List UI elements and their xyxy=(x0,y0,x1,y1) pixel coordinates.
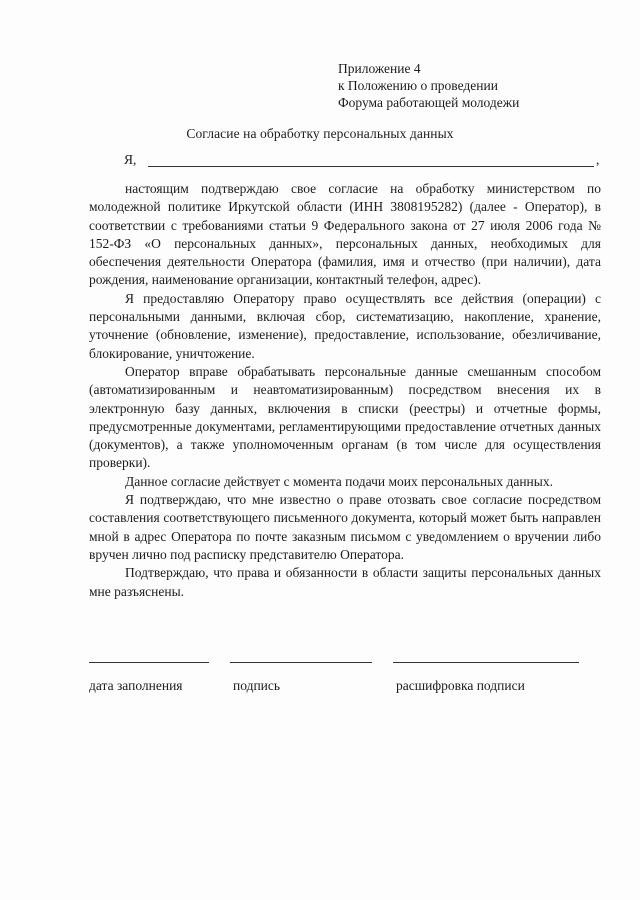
paragraph-revocation: Я подтверждаю, что мне известно о праве отозвать свое согласие посредством составления соответствующего письменного документа, который может быть направлен мной в адрес Оператора по почте заказным письмом с уведомлением о вручении либо вручен лично под расписку представителю Оператора. xyxy=(89,492,601,562)
date-caption: дата заполнения xyxy=(89,678,183,693)
appendix-number: Приложение 4 xyxy=(338,61,421,76)
name-entry-prefix: Я, xyxy=(124,152,137,167)
signature-field xyxy=(230,650,372,693)
name-entry-line xyxy=(124,152,600,172)
paragraph-confirmation: Подтверждаю, что права и обязанности в области защиты персональных данных мне разъяснены. xyxy=(89,565,601,599)
date-blank-line xyxy=(89,650,209,663)
name-blank-field xyxy=(148,166,594,167)
appendix-forum: Форума работающей молодежи xyxy=(338,95,520,110)
name-entry-suffix: , xyxy=(596,152,600,167)
name-decoding-caption: расшифровка подписи xyxy=(396,678,525,693)
signature-caption: подпись xyxy=(233,678,281,693)
date-field xyxy=(89,650,209,693)
signature-row xyxy=(0,650,640,710)
paragraph-operator-rights: Я предоставляю Оператору право осуществлять все действия (операции) с персональными данными, включая сбор, систематизацию, накопление, хранение, уточнение (обновление, изменение), предоставление, использование, обезличивание, блокирование, уничтожение. xyxy=(89,290,601,361)
paragraph-validity: Данное согласие действует с момента подачи моих персональных данных. xyxy=(125,473,553,489)
consent-body xyxy=(89,180,601,601)
appendix-header xyxy=(338,60,519,111)
name-decoding-field xyxy=(393,650,579,693)
paragraph-consent: настоящим подтверждаю свое согласие на обработку министерством по молодежной политике Иркутской области (ИНН 3808195282) (далее - Оператор), в соответствии с требованиями статьи 9 Федерального закона от 27 июля 2006 года № 152-ФЗ «О персональных данных», персональных данных, необходимых для обеспечения деятельности Оператора (фамилия, имя и отчество (при наличии), дата рождения, наименование организации, контактный телефон, адрес). xyxy=(89,181,601,288)
paragraph-processing-method: Оператор вправе обрабатывать персональные данные смешанным способом (автоматизированным и неавтоматизированным) посредством внесения их в электронную базу данных, включения в списки (реестры) и отчетные формы, предусмотренные документами, регламентирующими предоставление отчетных данных (документов), а также уполномоченным органам (в том числе для осуществления проверки). xyxy=(89,363,601,471)
appendix-regulation: к Положению о проведении xyxy=(338,78,498,93)
signature-blank-line xyxy=(230,650,372,663)
name-decoding-blank-line xyxy=(393,650,579,663)
document-title: Согласие на обработку персональных данных xyxy=(186,126,454,141)
